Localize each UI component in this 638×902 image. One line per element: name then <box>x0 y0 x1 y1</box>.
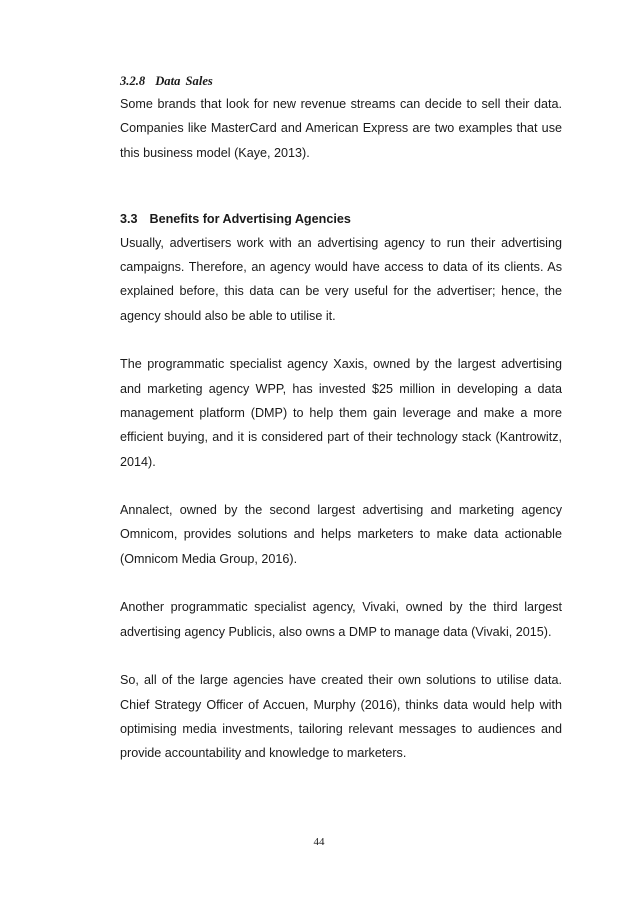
body-paragraph-1: Usually, advertisers work with an advertising agency to run their advertising campaigns. Therefore, an agency would have access to data of its clients. As explained before, this data can be very useful for the advertiser; hence, the agency should also be able to utilise it. <box>120 235 562 323</box>
subsection-heading <box>120 70 562 92</box>
subsection-title: Data Sales <box>155 74 213 88</box>
subsection-paragraph: Some brands that look for new revenue streams can decide to sell their data. Companies like MasterCard and American Express are two examples that use this business model (Kaye, 2013). <box>120 97 562 160</box>
body-paragraph-2: The programmatic specialist agency Xaxis, owned by the largest advertising and marketing agency WPP, has invested $25 million in developing a data management platform (DMP) to help them gain leverage and make a more efficient buying, and it is considered part of their technology stack (Kantrowitz, 2014). <box>120 357 562 469</box>
section-title: Benefits for Advertising Agencies <box>149 211 351 226</box>
body-paragraph-3: Annalect, owned by the second largest advertising and marketing agency Omnicom, provides solutions and helps marketers to make data actionable (Omnicom Media Group, 2016). <box>120 503 562 566</box>
body-paragraph-4: Another programmatic specialist agency, Vivaki, owned by the third largest advertising agency Publicis, also owns a DMP to manage data (Vivaki, 2015). <box>120 600 562 639</box>
section-heading <box>120 207 562 231</box>
subsection-number: 3.2.8 <box>120 74 146 88</box>
page-content <box>120 70 562 765</box>
page-number: 44 <box>313 836 325 848</box>
section-number: 3.3 <box>120 211 138 226</box>
body-paragraph-5: So, all of the large agencies have created their own solutions to utilise data. Chief Strategy Officer of Accuen, Murphy (2016), thinks data would help with optimising media investments, tailoring relevant messages to audiences and provide accountability and knowledge to marketers. <box>120 673 562 761</box>
